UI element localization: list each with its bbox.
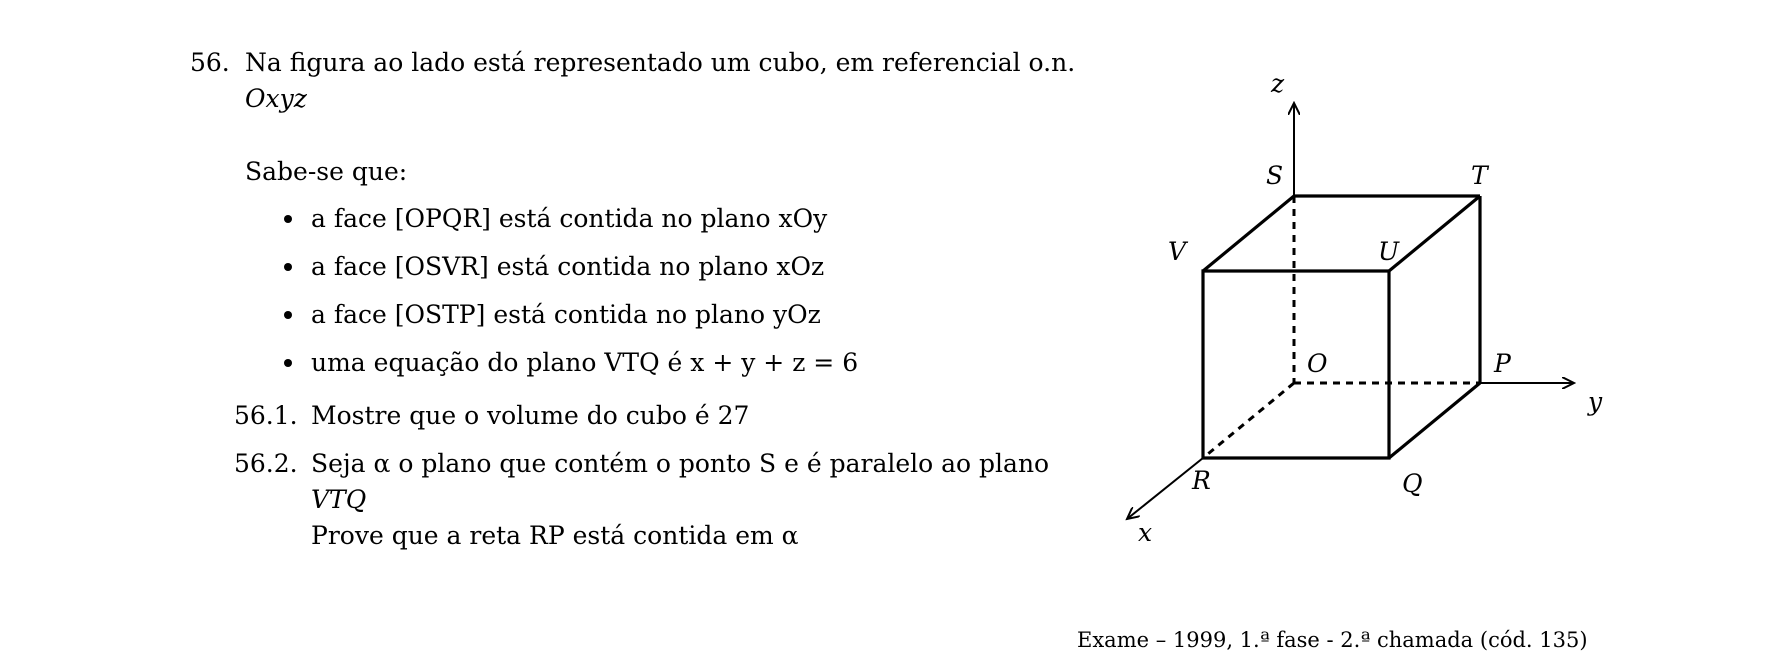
condition-text: a face [OSVR] está contida no plano xOz (311, 252, 825, 281)
edge-PQ (1389, 383, 1480, 458)
edge-OR (1203, 383, 1294, 458)
known-intro: Sabe-se que: (245, 157, 408, 186)
vertex-label-S: S (1266, 161, 1284, 190)
subquestion-number: 56.1. (234, 401, 298, 430)
visible-edges (1203, 196, 1480, 458)
vertex-label-P: P (1494, 349, 1511, 378)
subquestion-text-line3: Prove que a reta RP está contida em α (311, 521, 799, 550)
vertex-label-V: V (1168, 237, 1187, 266)
vertex-label-T: T (1471, 161, 1488, 190)
exam-source: Exame – 1999, 1.ª fase - 2.ª chamada (cód. 135) (1077, 628, 1588, 652)
vertex-label-R: R (1192, 466, 1211, 495)
condition-text: uma equação do plano VTQ é x + y + z = 6 (311, 348, 859, 377)
subquestion-text: Mostre que o volume do cubo é 27 (311, 401, 750, 430)
y-axis-label: y (1588, 387, 1603, 416)
z-axis-label: z (1271, 69, 1285, 98)
problem-statement-line2: Oxyz (245, 84, 307, 113)
vertex-label-Q: Q (1402, 469, 1423, 498)
problem-statement-line1: Na figura ao lado está representado um cubo, em referencial o.n. (245, 48, 1076, 77)
vertex-label-O: O (1307, 349, 1328, 378)
condition-text: a face [OSTP] está contida no plano yOz (311, 300, 821, 329)
subquestion-number: 56.2. (234, 449, 298, 478)
condition-text: a face [OPQR] está contida no plano xOy (311, 204, 828, 233)
vertex-label-U: U (1378, 237, 1400, 266)
edge-VS (1203, 196, 1294, 271)
subquestion-text-line2: VTQ (311, 485, 367, 514)
edge-UT (1389, 196, 1480, 271)
front-face (1203, 271, 1389, 458)
subquestion-text-line1: Seja α o plano que contém o ponto S e é paralelo ao plano (311, 449, 1050, 478)
x-axis-label: x (1138, 518, 1153, 547)
problem-number: 56. (190, 48, 230, 77)
